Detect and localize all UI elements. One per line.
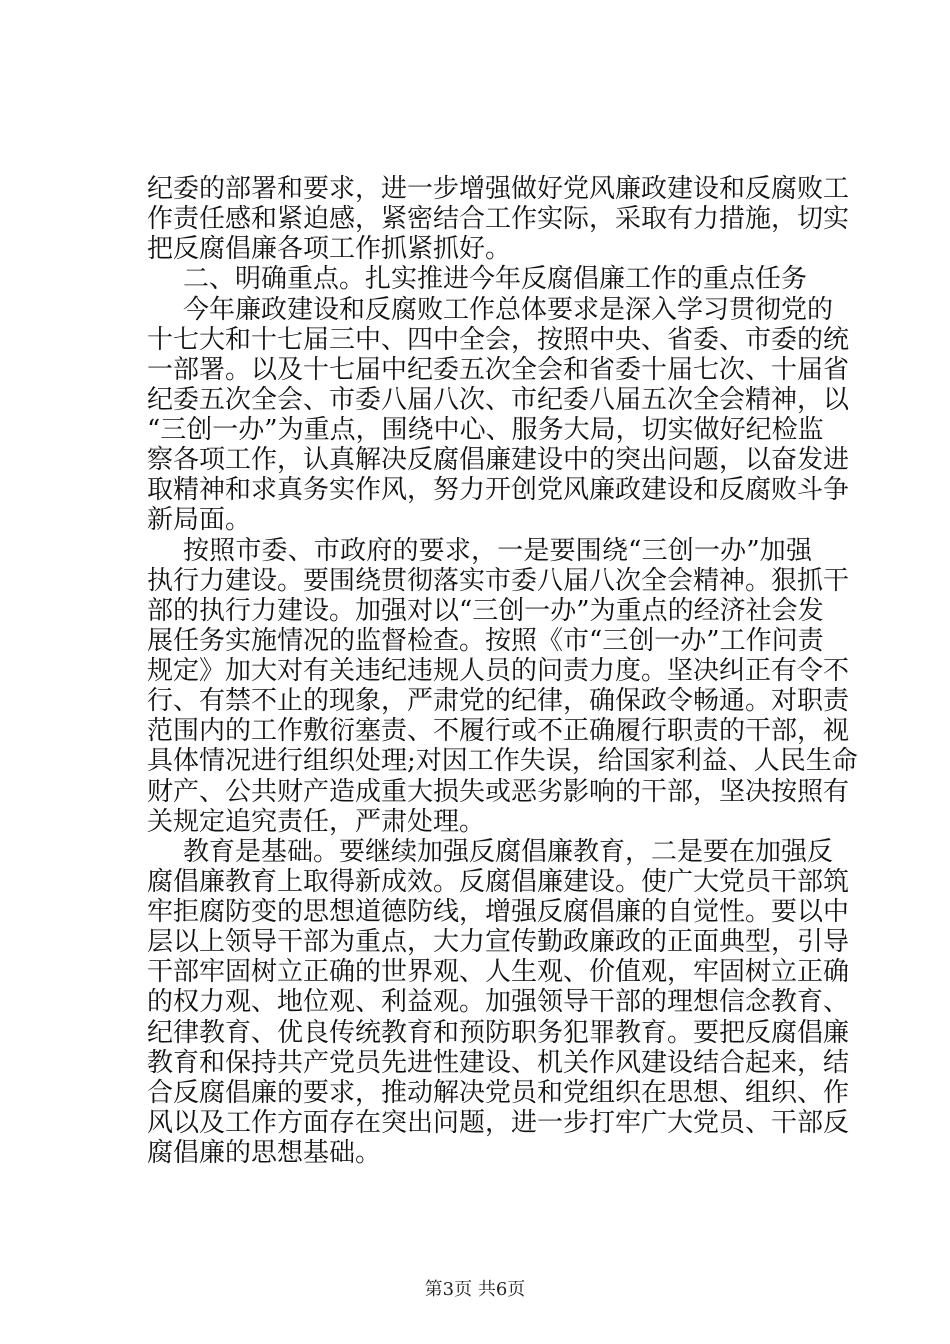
text-line: 教育和保持共产党员先进性建设、机关作风建设结合起来，结 — [147, 1048, 850, 1078]
text-line: 牢拒腐防变的思想道德防线，增强反腐倡廉的自觉性。要以中 — [147, 897, 850, 927]
text-line: 合反腐倡廉的要求，推动解决党员和党组织在思想、组织、作 — [147, 1078, 850, 1108]
text-line: 把反腐倡廉各项工作抓紧抓好。 — [147, 234, 512, 264]
text-line: 规定》加大对有关违纪违规人员的问责力度。坚决纠正有令不 — [147, 656, 850, 686]
text-line: 纪律教育、优良传统教育和预防职务犯罪教育。要把反腐倡廉 — [147, 1018, 850, 1048]
text-line: 执行力建设。要围绕贯彻落实市委八届八次全会精神。狠抓干 — [147, 566, 850, 596]
text-line: 范围内的工作敷衍塞责、不履行或不正确履行职责的干部，视 — [147, 716, 850, 746]
text-line: 关规定追究责任，严肃处理。 — [147, 807, 486, 837]
text-line: 取精神和求真务实作风，努力开创党风廉政建设和反腐败斗争 — [147, 475, 850, 505]
text-line: 新局面。 — [147, 505, 252, 535]
text-line: “三创一办”为重点，围绕中心、服务大局，切实做好纪检监 — [147, 415, 824, 445]
section-heading: 二、明确重点。扎实推进今年反腐倡廉工作的重点任务 — [183, 264, 808, 294]
text-line: 按照市委、市政府的要求，一是要围绕“三创一办”加强 — [183, 536, 812, 566]
text-line: 行、有禁不止的现象，严肃党的纪律，确保政令畅通。对职责 — [147, 686, 850, 716]
text-line: 察各项工作，认真解决反腐倡廉建设中的突出问题，以奋发进 — [147, 445, 850, 475]
text-line: 财产、公共财产造成重大损失或恶劣影响的干部，坚决按照有 — [147, 777, 850, 807]
text-line: 腐倡廉教育上取得新成效。反腐倡廉建设。使广大党员干部筑 — [147, 867, 850, 897]
text-line: 部的执行力建设。加强对以“三创一办”为重点的经济社会发 — [147, 596, 824, 626]
text-line: 展任务实施情况的监督检查。按照《市“三创一办”工作问责 — [147, 626, 824, 656]
text-line: 具体情况进行组织处理;对因工作失误，给国家利益、人民生命 — [147, 746, 858, 776]
text-line: 层以上领导干部为重点，大力宣传勤政廉政的正面典型，引导 — [147, 927, 850, 957]
text-line: 纪委的部署和要求，进一步增强做好党风廉政建设和反腐败工 — [147, 174, 850, 204]
text-line: 腐倡廉的思想基础。 — [147, 1138, 382, 1168]
text-line: 十七大和十七届三中、四中全会，按照中央、省委、市委的统 — [147, 325, 850, 355]
text-line: 的权力观、地位观、利益观。加强领导干部的理想信念教育、 — [147, 987, 850, 1017]
text-line: 今年廉政建设和反腐败工作总体要求是深入学习贯彻党的 — [183, 295, 834, 325]
text-line: 干部牢固树立正确的世界观、人生观、价值观，牢固树立正确 — [147, 957, 850, 987]
text-line: 纪委五次全会、市委八届八次、市纪委八届五次全会精神，以 — [147, 385, 850, 415]
text-line: 教育是基础。要继续加强反腐倡廉教育，二是要在加强反 — [183, 837, 834, 867]
text-line: 风以及工作方面存在突出问题，进一步打牢广大党员、干部反 — [147, 1108, 850, 1138]
text-line: 一部署。以及十七届中纪委五次全会和省委十届七次、十届省 — [147, 355, 850, 385]
text-line: 作责任感和紧迫感，紧密结合工作实际，采取有力措施，切实 — [147, 204, 850, 234]
page-number: 第3页 共6页 — [424, 1279, 526, 1300]
